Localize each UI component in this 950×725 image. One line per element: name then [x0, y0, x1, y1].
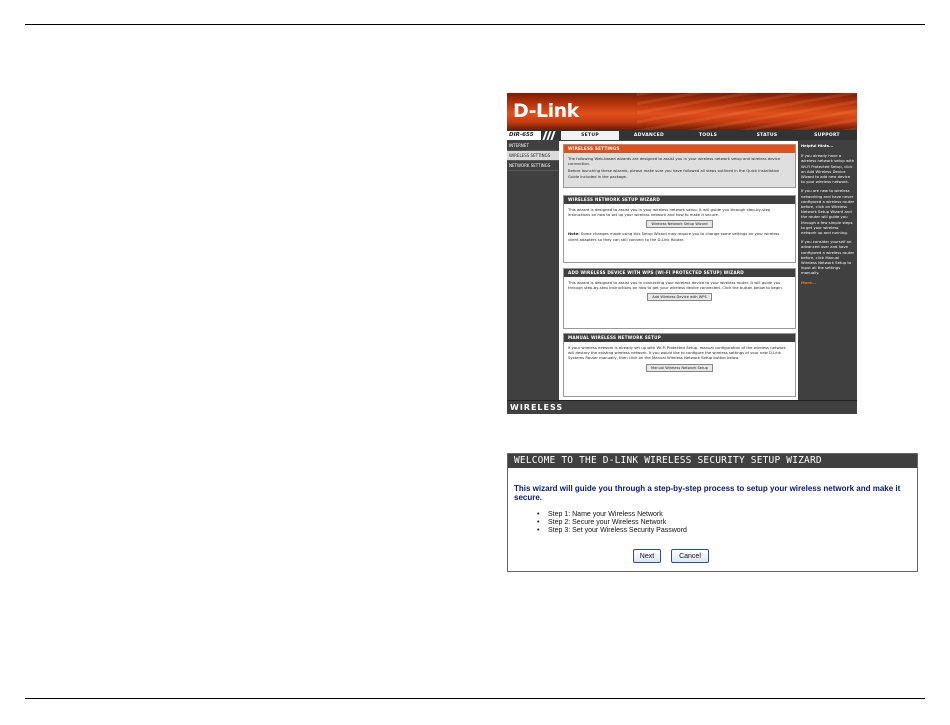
section-title: WIRELESS NETWORK SETUP WIZARD	[564, 196, 795, 204]
model-label: DIR-655	[507, 131, 541, 140]
router-screenshot	[507, 93, 857, 414]
router-footer	[507, 400, 857, 414]
sidebar-item-wireless-settings[interactable]: WIRELESS SETTINGS	[507, 151, 559, 161]
note-text: Some changes made using this Setup Wizard may require you to change some settings on your wireless client adapters so they can still connect to the D-Link Router.	[568, 231, 780, 242]
tab-support[interactable]: SUPPORT	[798, 131, 856, 140]
hint-text: If you are new to wireless networking and have never configured a wireless router before, click on Wireless Network Setup Wizard and the router will guide you through a few simple steps to get your wireless network up and running.	[801, 188, 855, 236]
section-title: WIRELESS SETTINGS	[564, 145, 795, 153]
section-text: This wizard is designed to assist you in connecting your wireless device to your wireless router. It will guide you through step-by-step instructions on how to get your wireless device connected. Click the button below to begin.	[568, 280, 783, 291]
page-bottom-rule	[25, 698, 925, 699]
hint-text: If you consider yourself an advanced user and have configured a wireless router before, click Manual Wireless Network Setup to input all the settings manually.	[801, 239, 855, 276]
tab-setup[interactable]: SETUP	[561, 131, 619, 140]
note-label: Note:	[568, 231, 580, 237]
tab-tools[interactable]: TOOLS	[679, 131, 737, 140]
router-banner	[507, 93, 857, 130]
manual-setup-section	[563, 333, 796, 397]
add-wps-device-button[interactable]: Add Wireless Device with WPS	[647, 293, 711, 301]
page-top-rule	[25, 24, 925, 25]
section-title: MANUAL WIRELESS NETWORK SETUP	[564, 334, 795, 342]
tab-status[interactable]: STATUS	[738, 131, 796, 140]
section-text: This wizard is designed to assist you in your wireless network setup. It will guide you through step-by-step instructions on how to set up your wireless network and how to make it secure.	[568, 207, 771, 218]
wizard-steps	[537, 511, 917, 535]
wizard-step: • Step 2: Secure your Wireless Network	[537, 519, 917, 527]
footer-label: WIRELESS	[510, 403, 564, 412]
manual-setup-button[interactable]: Manual Wireless Network Setup	[646, 364, 713, 372]
section-text: The following Web-based wizards are designed to assist you in your wireless network setup and wireless device connection.	[568, 156, 781, 167]
more-link[interactable]: More...	[801, 279, 817, 285]
hint-text: If you already have a wireless network setup with Wi-Fi Protected Setup, click on Add Wireless Device Wizard to add new device to your wireless network.	[801, 153, 855, 185]
section-text: If your wireless network is already set up with Wi-Fi Protected Setup, manual configuration of the wireless network will destroy the existing wireless network. If you would like to configure the wireless settings of your new D-Link Systems Router manually, then click on the Manual Wireless Network Setup button below.	[568, 345, 786, 361]
setup-wizard-section	[563, 195, 796, 263]
wireless-settings-section	[563, 144, 796, 188]
security-wizard-panel	[507, 453, 918, 572]
cancel-button[interactable]: Cancel	[671, 549, 709, 563]
router-main-panel	[559, 141, 798, 400]
wps-section	[563, 268, 796, 329]
wireless-setup-wizard-button[interactable]: Wireless Network Setup Wizard	[646, 220, 712, 228]
sidebar-item-network-settings[interactable]: NETWORK SETTINGS	[507, 161, 559, 171]
helpful-hints-title: Helpful Hints...	[801, 143, 834, 148]
dlink-logo: D-Link	[513, 100, 579, 122]
sidebar-item-internet[interactable]: INTERNET	[507, 141, 559, 151]
wizard-step: • Step 3: Set your Wireless Security Password	[537, 527, 917, 535]
wizard-title: WELCOME TO THE D-LINK WIRELESS SECURITY SETUP WIZARD	[508, 454, 917, 468]
section-title: ADD WIRELESS DEVICE WITH WPS (WI-FI PROTECTED SETUP) WIZARD	[564, 269, 795, 277]
tab-advanced[interactable]: ADVANCED	[620, 131, 678, 140]
router-sidebar	[507, 141, 559, 171]
helpful-hints-panel	[799, 141, 855, 285]
section-text: Before launching these wizards, please make sure you have followed all steps outlined in the Quick Installation Guide included in the package.	[568, 168, 780, 179]
wizard-intro: This wizard will guide you through a step-by-step process to setup your wireless network and make it secure.	[514, 484, 901, 502]
next-button[interactable]: Next	[633, 549, 661, 563]
wizard-step: • Step 1: Name your Wireless Network	[537, 511, 917, 519]
